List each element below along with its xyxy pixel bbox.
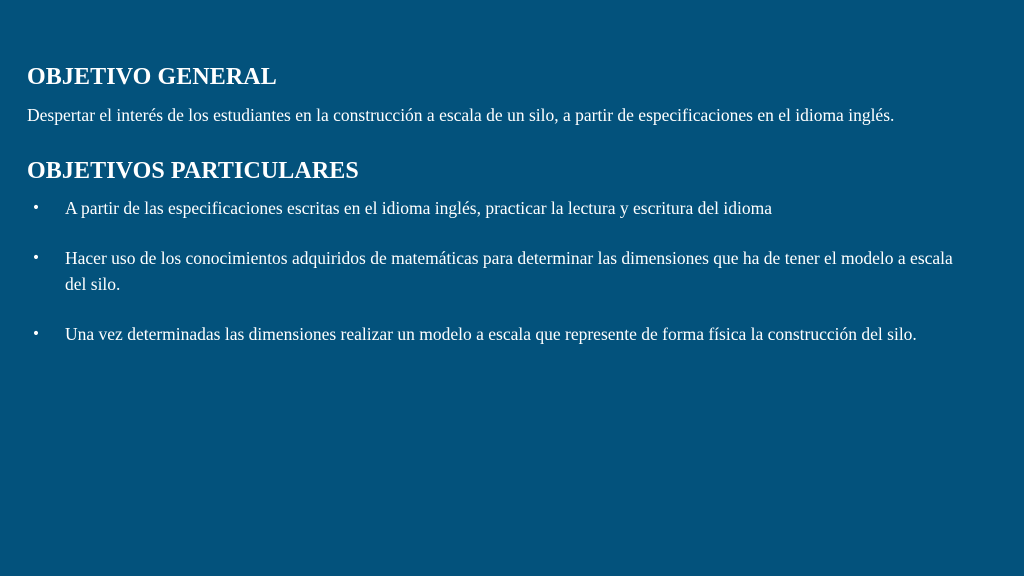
list-item: [27, 195, 977, 221]
list-item-text: A partir de las especificaciones escritas en el idioma inglés, practicar la lectura y escritura del idioma: [65, 198, 772, 218]
objetivos-particulares-heading: OBJETIVOS PARTICULARES: [27, 158, 359, 184]
objetivos-particulares-list: [27, 195, 977, 347]
list-item: [27, 245, 977, 297]
bullet-icon: •: [31, 200, 41, 216]
list-item-text: Una vez determinadas las dimensiones realizar un modelo a escala que represente de forma física la construcción del silo.: [65, 324, 917, 344]
slide-content: [27, 62, 977, 371]
bullet-icon: •: [31, 326, 41, 342]
list-item-text: Hacer uso de los conocimientos adquiridos de matemáticas para determinar las dimensiones que ha de tener el modelo a escala del silo.: [65, 248, 953, 294]
objetivo-general-heading: OBJETIVO GENERAL: [27, 64, 277, 90]
list-item: [27, 321, 977, 347]
bullet-icon: •: [31, 250, 41, 266]
objetivo-general-text: Despertar el interés de los estudiantes en la construcción a escala de un silo, a partir de especificaciones en el idioma inglés.: [27, 105, 895, 125]
